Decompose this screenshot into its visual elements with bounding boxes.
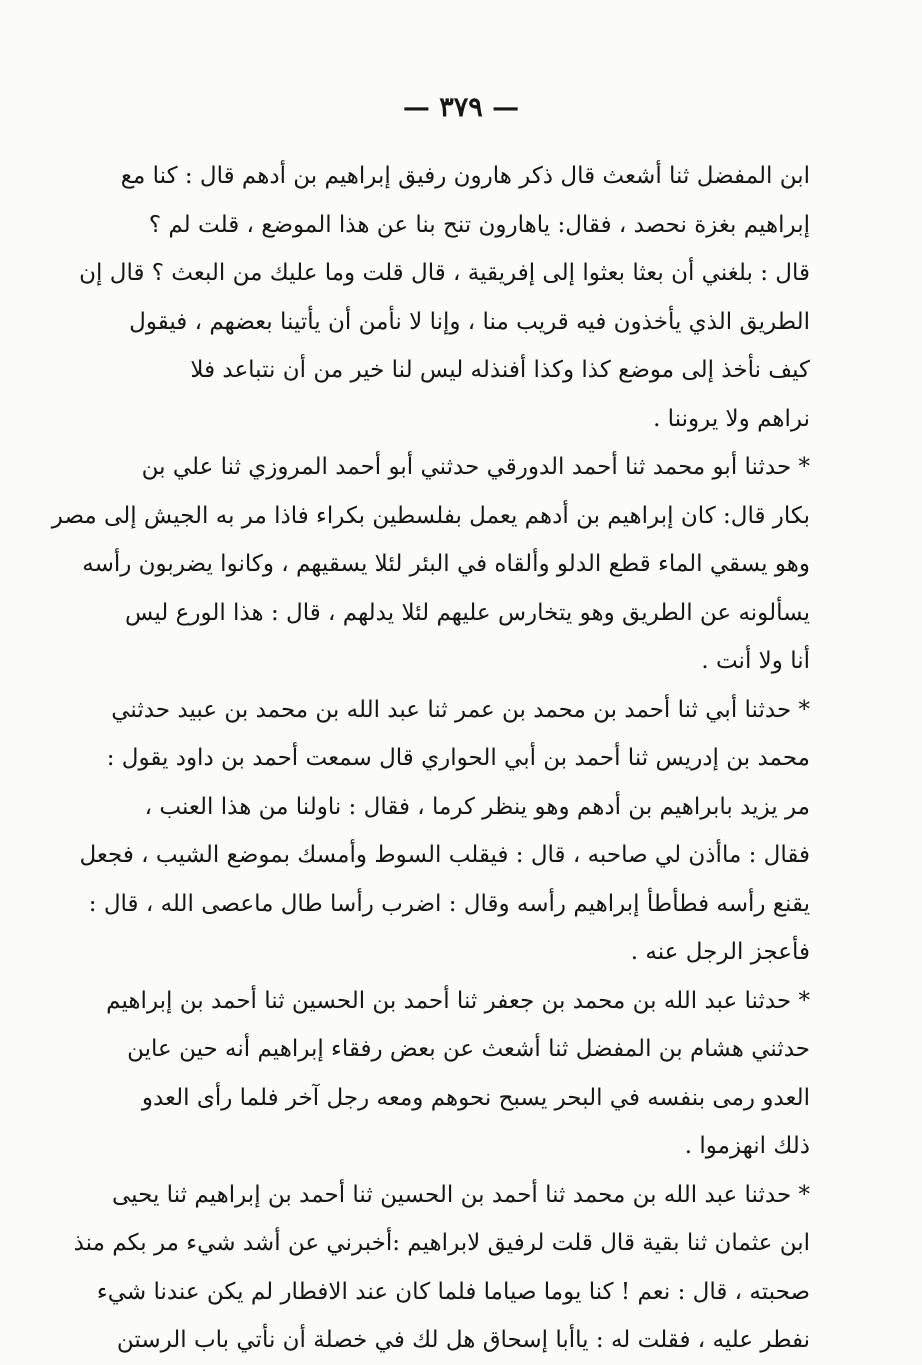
text-line: صحبته ، قال : نعم ! كنا يوما صياما فلما كان عند الافطار لم يكن عندنا شيء: [96, 1278, 810, 1305]
text-line: ابن المفضل ثنا أشعث قال ذكر هارون رفيق إبراهيم بن أدهم قال : كنا مع: [120, 163, 810, 189]
text-line: أنا ولا أنت .: [701, 648, 810, 674]
text-line: بكار قال: كان إبراهيم بن أدهم يعمل بفلسطين بكراء فاذا مر به الجيش إلى مصر: [51, 502, 810, 529]
text-line: فأعجز الرجل عنه .: [630, 939, 810, 965]
text-line: كيف نأخذ إلى موضع كذا وكذا أفنذله ليس لنا خير من أن نتباعد فلا: [190, 357, 810, 383]
text-line: إبراهيم بغزة نحصد ، فقال: ياهارون تنح بنا عن هذا الموضع ، قلت لم ؟: [148, 211, 810, 238]
text-line: * حدثنا عبد الله بن محمد ثنا أحمد بن الحسين ثنا أحمد بن إبراهيم ثنا يحيى: [112, 1181, 810, 1208]
text-line: الطريق الذي يأخذون فيه قريب منا ، وإنا لا نأمن أن يأتينا بعضهم ، فيقول: [129, 308, 810, 335]
text-line: ابن عثمان ثنا بقية قال قلت لرفيق لابراهيم :أخبرني عن أشد شيء مر بكم منذ: [73, 1230, 810, 1256]
text-line: نفطر عليه ، فقلت له : ياأبا إسحاق هل لك في خصلة أن نأتي باب الرستن: [116, 1327, 810, 1353]
text-line: فقال : ماأذن لي صاحبه ، قال : فيقلب السوط وأمسك بموضع الشيب ، فجعل: [79, 842, 810, 868]
text-line: يسألونه عن الطريق وهو يتخارس عليهم لئلا يدلهم ، قال : هذا الورع ليس: [125, 599, 810, 626]
text-line: * حدثنا أبي ثنا أحمد بن محمد بن عمر ثنا عبد الله بن محمد بن عبيد حدثني: [111, 696, 810, 723]
body-text: [51, 152, 810, 1365]
text-line: * حدثنا أبو محمد ثنا أحمد الدورقي حدثني أبو أحمد المروزي ثنا علي بن: [141, 454, 810, 480]
text-line: ذلك انهزموا .: [684, 1133, 810, 1159]
text-line: مر يزيد بابراهيم بن أدهم وهو ينظر كرما ، فقال : ناولنا من هذا العنب ،: [144, 793, 810, 820]
text-line: العدو رمى بنفسه في البحر يسبح نحوهم ومعه رجل آخر فلما رأى العدو: [141, 1084, 810, 1111]
page-number: — ٣٧٩ —: [402, 92, 520, 123]
text-line: يقنع رأسه فطأطأ إبراهيم رأسه وقال : اضرب رأسا طال ماعصى الله ، قال :: [88, 890, 810, 917]
text-line: نراهم ولا يروننا .: [653, 405, 810, 432]
text-line: محمد بن إدريس ثنا أحمد بن أبي الحواري قال سمعت أحمد بن داود يقول :: [106, 745, 810, 771]
text-line: حدثني هشام بن المفضل ثنا أشعث عن بعض رفقاء إبراهيم أنه حين عاين: [127, 1036, 810, 1062]
text-line: وهو يسقي الماء قطع الدلو وألقاه في البئر لئلا يسقيهم ، وكانوا يضربون رأسه: [82, 551, 810, 577]
text-line: * حدثنا عبد الله بن محمد بن جعفر ثنا أحمد بن الحسين ثنا أحمد بن إبراهيم: [106, 987, 810, 1014]
text-line: قال : بلغني أن بعثا بعثوا إلى إفريقية ، قال قلت وما عليك من البعث ؟ قال إن: [79, 260, 810, 286]
